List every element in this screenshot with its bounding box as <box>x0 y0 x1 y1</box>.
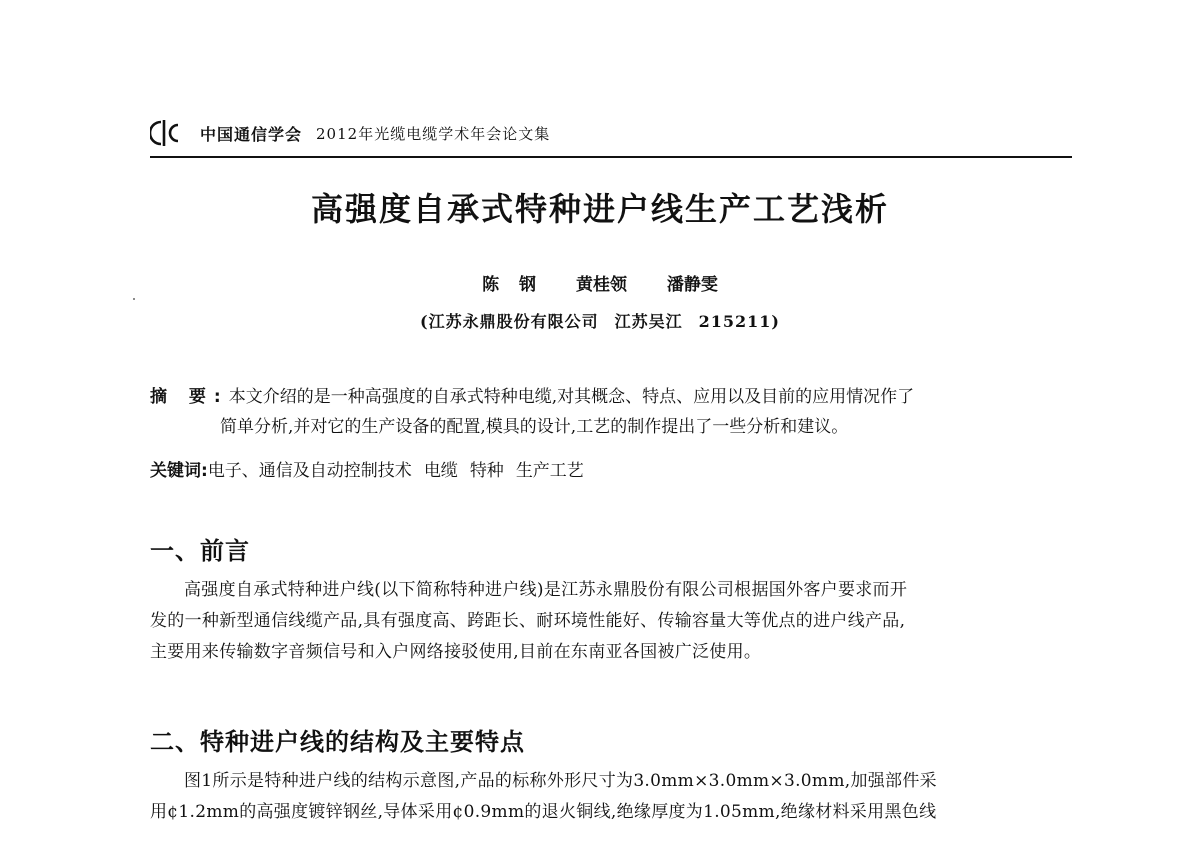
keyword: 电子、通信及自动控制技术 <box>207 461 412 481</box>
keyword: 特种 <box>469 461 504 481</box>
affiliation-open-paren: ( <box>420 312 429 331</box>
section-body-introduction <box>150 575 1072 668</box>
proceedings-title: 2012年光缆电缆学术年会论文集 <box>316 124 551 143</box>
affiliation-city: 江苏吴江 <box>614 312 683 331</box>
paragraph-line: 高强度自承式特种进户线(以下简称特种进户线)是江苏永鼎股份有限公司根据国外客户要求而开 <box>184 580 908 600</box>
affiliation-postcode: 215211 <box>698 312 772 331</box>
abstract <box>150 382 1074 442</box>
keyword: 电缆 <box>423 461 458 481</box>
paragraph-line: 用¢1.2mm的高强度镀锌钢丝,导体采用¢0.9mm的退火铜线,绝缘厚度为1.05mm,绝缘材料采用黑色线 <box>150 802 937 822</box>
author-name: 黄桂领 <box>575 275 627 295</box>
section-heading-structure: 二、特种进户线的结构及主要特点 <box>150 728 525 756</box>
paper-title: 高强度自承式特种进户线生产工艺浅析 <box>310 190 889 228</box>
affiliation <box>0 310 1200 334</box>
keyword: 生产工艺 <box>515 461 584 481</box>
author-name: 陈 钢 <box>482 275 537 295</box>
affiliation-close-paren: ) <box>771 312 780 331</box>
section-body-structure <box>150 766 1072 828</box>
section-heading-introduction: 一、前言 <box>150 537 250 565</box>
cic-society-logo-icon <box>150 118 192 148</box>
scan-speck <box>133 298 135 300</box>
paragraph-line: 图1所示是特种进户线的结构示意图,产品的标称外形尺寸为3.0mm×3.0mm×3.0mm,加强部件采 <box>184 771 937 791</box>
abstract-line-1: 本文介绍的是一种高强度的自承式特种电缆,对其概念、特点、应用以及目前的应用情况作了 <box>228 387 915 407</box>
affiliation-company: 江苏永鼎股份有限公司 <box>428 312 599 331</box>
paragraph-line: 发的一种新型通信线缆产品,具有强度高、跨距长、耐环境性能好、传输容量大等优点的进户线产品, <box>150 611 906 631</box>
abstract-label: 摘 要: <box>150 387 229 407</box>
header-rule <box>150 156 1072 158</box>
abstract-line-2: 简单分析,并对它的生产设备的配置,模具的设计,工艺的制作提出了一些分析和建议。 <box>220 417 849 437</box>
keywords <box>150 456 1074 486</box>
author-name: 潘静雯 <box>666 275 718 295</box>
paragraph-line: 主要用来传输数字音频信号和入户网络接驳使用,目前在东南亚各国被广泛使用。 <box>150 642 762 662</box>
keywords-label: 关键词: <box>150 461 208 481</box>
society-name: 中国通信学会 <box>200 124 303 144</box>
author-list <box>0 273 1200 297</box>
running-header <box>150 116 1070 150</box>
